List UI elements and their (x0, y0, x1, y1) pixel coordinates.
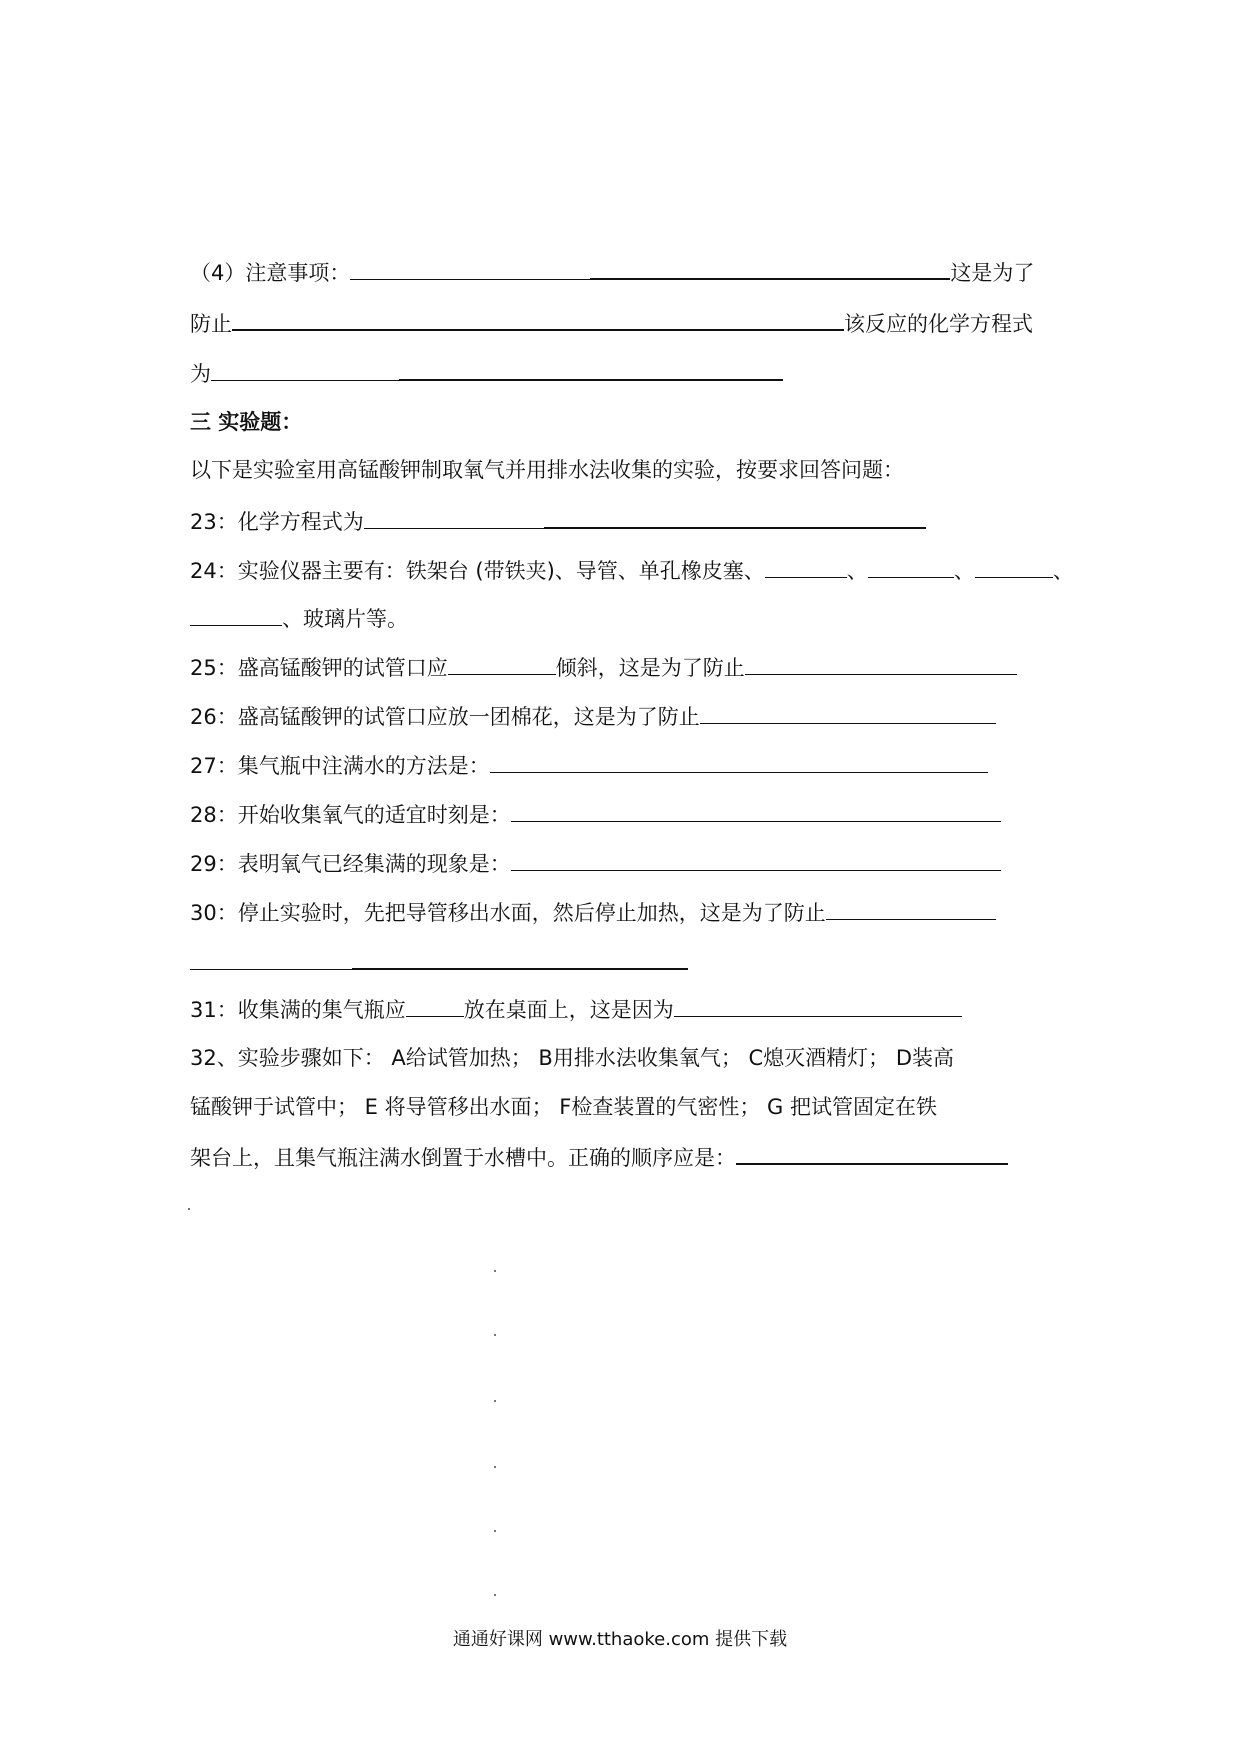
q4-mid: 这是为了 (950, 261, 1035, 285)
q32-text: 架台上，且集气瓶注满水倒置于水槽中。正确的顺序应是： (190, 1146, 736, 1170)
section-title: 三 实验题： (190, 410, 303, 434)
separator: 、 (953, 559, 975, 583)
q27-text: 27：集气瓶中注满水的方法是： (190, 754, 490, 778)
page-footer: 通通好课网 www.tthaoke.com 提供下载 (452, 1629, 788, 1650)
q4-line2 (190, 307, 1033, 339)
answer-blank[interactable] (232, 307, 844, 331)
separator: 、 (1052, 559, 1074, 583)
q29-text: 29：表明氧气已经集满的现象是： (190, 852, 511, 876)
q31-text: 31：收集满的集气瓶应 (190, 998, 406, 1022)
q30-line1 (190, 897, 996, 928)
q25-text: 25：盛高锰酸钾的试管口应 (190, 656, 448, 680)
answer-blank[interactable] (211, 358, 399, 381)
q4-wei: 为 (190, 362, 211, 386)
answer-blank[interactable] (544, 505, 926, 529)
answer-blank[interactable] (511, 848, 1001, 871)
answer-blank[interactable] (590, 256, 950, 280)
q25 (190, 652, 1017, 683)
q30-line2 (190, 946, 688, 978)
q32-line3 (190, 1141, 1008, 1173)
q4-cont: 防止 (190, 312, 232, 336)
q26-text: 26：盛高锰酸钾的试管口应放一团棉花，这是为了防止 (190, 705, 700, 729)
q26 (190, 701, 996, 732)
scan-speck (494, 1400, 496, 1402)
answer-blank[interactable] (736, 1141, 1008, 1165)
q31 (190, 994, 962, 1025)
answer-blank[interactable] (448, 652, 556, 675)
answer-blank[interactable] (490, 750, 988, 773)
scan-speck (494, 1466, 496, 1468)
q28 (190, 799, 1001, 830)
answer-blank[interactable] (406, 994, 464, 1017)
q30-text: 30：停止实验时，先把导管移出水面，然后停止加热，这是为了防止 (190, 901, 826, 925)
answer-blank[interactable] (868, 555, 954, 578)
answer-blank[interactable] (745, 652, 1017, 675)
answer-blank[interactable] (399, 357, 783, 381)
q23-text: 23：化学方程式为 (190, 510, 364, 534)
q24-text-end: 、玻璃片等。 (282, 607, 408, 631)
q28-text: 28：开始收集氧气的适宜时刻是： (190, 803, 511, 827)
answer-blank[interactable] (826, 897, 996, 920)
answer-blank[interactable] (190, 603, 282, 626)
q24-line2 (190, 603, 408, 634)
q24-text: 24：实验仪器主要有：铁架台 (带铁夹)、导管、单孔橡皮塞、 (190, 559, 765, 583)
scan-speck (494, 1334, 496, 1336)
q32-line2: 锰酸钾于试管中； E 将导管移出水面； F检查装置的气密性； G 把试管固定在铁 (190, 1095, 937, 1119)
answer-blank[interactable] (700, 701, 996, 724)
q23 (190, 505, 926, 537)
answer-blank[interactable] (364, 506, 544, 529)
answer-blank[interactable] (352, 946, 688, 970)
q32-line1: 32、实验步骤如下： A给试管加热； B用排水法收集氧气； C熄灭酒精灯； D装高 (190, 1046, 955, 1070)
separator: 、 (846, 559, 868, 583)
q4-line1 (190, 256, 1034, 288)
q4-label: （4）注意事项： (190, 261, 351, 285)
intro-text: 以下是实验室用高锰酸钾制取氧气并用排水法收集的实验，按要求回答问题： (190, 458, 904, 482)
answer-blank[interactable] (511, 799, 1001, 822)
q4-tail: 该反应的化学方程式 (844, 312, 1033, 336)
q25-text-b: 倾斜，这是为了防止 (555, 656, 745, 680)
q27 (190, 750, 988, 781)
answer-blank[interactable] (350, 257, 590, 280)
q29 (190, 848, 1001, 879)
scan-speck (188, 1208, 190, 1210)
q24-line1 (190, 555, 1074, 586)
scan-speck (494, 1594, 496, 1596)
q31-text-b: 放在桌面上，这是因为 (463, 998, 674, 1022)
answer-blank[interactable] (765, 555, 847, 578)
answer-blank[interactable] (674, 994, 962, 1017)
answer-blank[interactable] (975, 555, 1053, 578)
q4-line3 (190, 357, 783, 389)
scan-speck (494, 1270, 496, 1272)
answer-blank[interactable] (190, 947, 352, 970)
scan-speck (494, 1530, 496, 1532)
